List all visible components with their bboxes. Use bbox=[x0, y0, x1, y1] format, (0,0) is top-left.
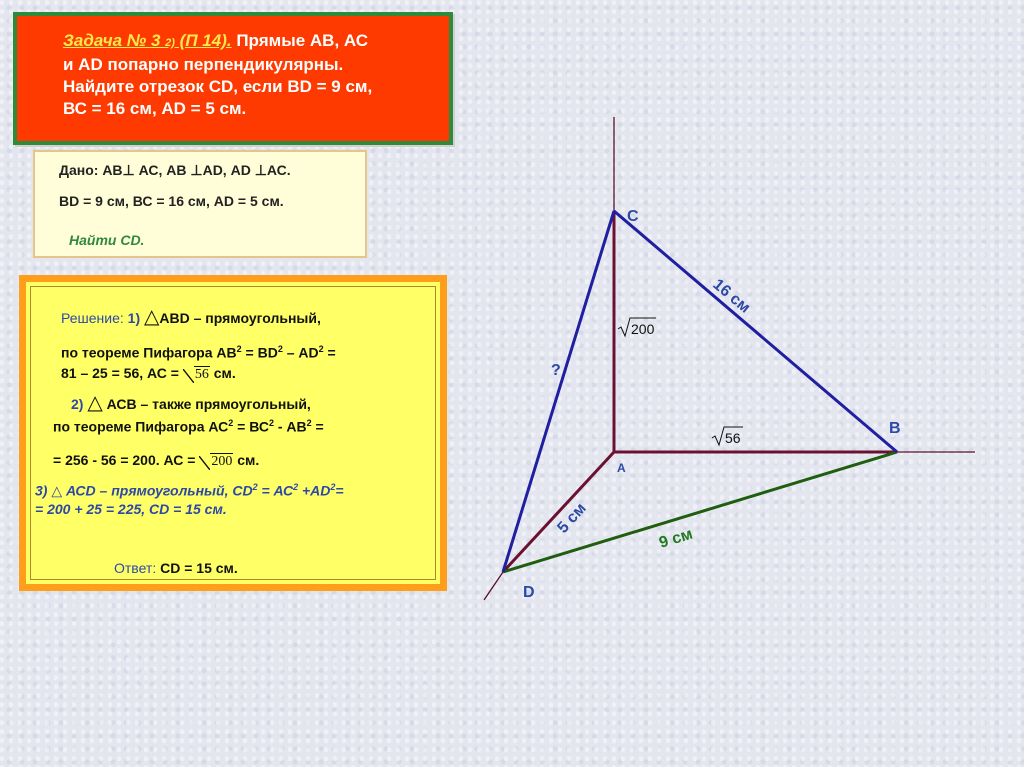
edge-label-CB: 16 см bbox=[709, 276, 754, 317]
edge-label-AC bbox=[618, 318, 656, 337]
find-label: Найти СD. bbox=[69, 232, 145, 248]
solution-step-3-result: = 200 + 25 = 225, СD = 15 см. bbox=[35, 501, 227, 517]
axis-depth bbox=[484, 572, 503, 600]
vertex-label-C: C bbox=[627, 208, 639, 225]
vertex-label-A: A bbox=[617, 461, 626, 475]
edge-DC bbox=[503, 211, 614, 572]
solution-step-1-pythagoras: по теореме Пифагора $АВ^2 = ВD^2 - АD^2$ = bbox=[61, 344, 336, 361]
triangle-icon: △ bbox=[87, 392, 103, 414]
statement-line-2: и АD попарно перпендикулярны. bbox=[63, 55, 344, 74]
svg-text:200: 200 bbox=[631, 321, 655, 337]
solution-step-2: 2) △ АСВ – также прямоугольный, bbox=[71, 392, 311, 414]
given-line-2: ВD = 9 см, ВС = 16 см, АD = 5 см. bbox=[59, 193, 284, 209]
edge-label-DC: ? bbox=[551, 362, 561, 379]
solution-step-1-result: 81 – 25 = 56, АС = 56 см. bbox=[61, 365, 236, 382]
sqrt-icon: 56 bbox=[183, 367, 210, 383]
statement-line-3: Найдите отрезок СD, если ВD = 9 см, bbox=[63, 77, 373, 96]
task-number: Задача № 3 2) (П 14). bbox=[63, 31, 232, 50]
edge-DB bbox=[503, 452, 897, 572]
vertex-label-D: D bbox=[523, 584, 535, 601]
statement-line-4: ВС = 16 см, АD = 5 см. bbox=[63, 99, 247, 118]
statement-line-1: Прямые АВ, АС bbox=[231, 31, 369, 50]
solution-step-3: 3) △ АСD – прямоугольный, $СD^2 = АС^2 +АD^2=$ bbox=[35, 482, 344, 499]
edge-label-DB: 9 см bbox=[657, 525, 695, 552]
edge-CB bbox=[614, 211, 897, 452]
solution-step-2-pythagoras: по теореме Пифагора $АС^2 = ВС^2 - АВ^2$ = bbox=[53, 418, 324, 435]
edge-label-AB bbox=[712, 427, 743, 446]
solution-step-2-result: = 256 - 56 = 200. АС = 200 см. bbox=[53, 452, 260, 469]
vertex-label-B: B bbox=[889, 420, 901, 437]
svg-text:56: 56 bbox=[725, 430, 741, 446]
solution-step-1: Решение: 1) △АВD – прямоугольный, bbox=[61, 306, 321, 328]
triangle-icon: △ bbox=[144, 306, 160, 328]
edge-label-AD: 5 см bbox=[554, 499, 590, 537]
given-line-1: Дано: АВ⊥ АС, АВ ⊥АD, АD ⊥АС. bbox=[59, 162, 291, 178]
sqrt-icon: 200 bbox=[199, 454, 233, 470]
answer: Ответ: СD = 15 см. bbox=[114, 560, 238, 576]
triangle-icon: △ bbox=[51, 482, 63, 499]
